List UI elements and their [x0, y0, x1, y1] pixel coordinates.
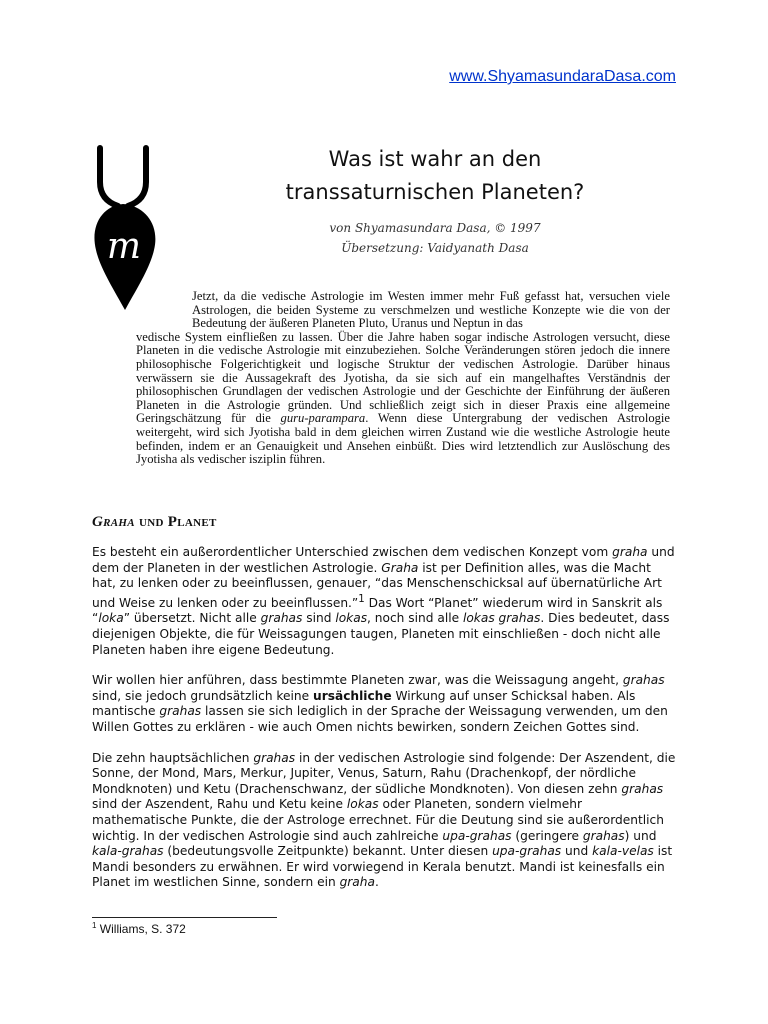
- intro-text-b: . Wenn diese Untergrabung der vedischen Astrologie weitergeht, wird sich Jyotisha bald in dem gleichen wirren Zustand wie die westliche Astrologie heute befinden, indem er an Genauigkeit und Ansehen einbüßt. Dies wird letztendlich zur Auslöschung des Jyotisha als vedischer isziplin führen.: [136, 411, 670, 467]
- heading-graha: Graha: [92, 514, 135, 530]
- title-line-1: Was ist wahr an den: [328, 147, 542, 171]
- text: (geringere: [511, 828, 583, 843]
- term: grahas: [159, 704, 202, 719]
- text: sind der Aszendent, Rahu und Ketu keine: [92, 797, 347, 812]
- text: und: [561, 844, 593, 859]
- term: grahas: [260, 611, 303, 626]
- text: Die zehn hauptsächlichen: [92, 750, 254, 765]
- text: (bedeutungsvolle Zeitpunkte) bekannt. Unter diesen: [163, 844, 493, 859]
- term: grahas: [253, 750, 296, 765]
- author-line: von Shyamasundara Dasa, © 1997: [329, 221, 541, 235]
- text: Es besteht ein außerordentlicher Unterschied zwischen dem vedischen Konzept vom: [92, 545, 613, 559]
- heading-rest: und Planet: [134, 514, 217, 530]
- footnote-text: Williams, S. 372: [96, 922, 186, 936]
- title-line-2: transsaturnischen Planeten?: [285, 180, 585, 204]
- footnote: [92, 921, 186, 936]
- text: ) und: [624, 828, 657, 843]
- term: kala-grahas: [92, 844, 164, 859]
- text: oder Planeten, sondern vielmehr mathematische Punkte, die der Astrologe errechnet. Für die Deutung sind sie außerordentlich wichtig. In der vedischen Astrologie sind auch zahlreiche: [92, 797, 664, 843]
- text: lassen sie sich lediglich in der Sprache der Weissagung verwenden, um den Willen Gottes zu erklären - wie auch Omen nichts bewirken, sondern Zeichen Gottes sind.: [92, 704, 668, 734]
- term: Graha: [381, 560, 419, 575]
- text: Wirkung auf unser Schicksal haben. Als mantische: [92, 688, 636, 719]
- term: lokas: [335, 611, 368, 626]
- text: ist per Definition alles, was die Macht hat, zu lenken oder zu beeinflussen, genauer, “das Menschenschicksal auf übernatürliche Art und Weise zu lenken oder zu beeinflussen.”: [92, 560, 662, 610]
- scorpio-glyph: m: [106, 226, 142, 267]
- footnote-number: 1: [92, 921, 97, 930]
- term: upa-grahas: [492, 844, 562, 859]
- document-title: [200, 143, 670, 209]
- text: , noch sind alle: [367, 611, 463, 626]
- term: grahas: [621, 781, 664, 796]
- term: grahas: [582, 828, 625, 843]
- text: ” übersetzt. Nicht alle: [123, 611, 261, 626]
- byline: [250, 218, 620, 258]
- intro-paragraph: [136, 290, 670, 467]
- intro-guru: guru-parampara: [280, 411, 366, 426]
- text: . Dies bedeutet, dass diejenigen Objekte, die für Weissagungen taugen, Planeten mit einschließen - doch nicht alle Planeten haben ihre eigene Bedeutung.: [92, 611, 670, 657]
- section-heading: [92, 514, 217, 531]
- website-link[interactable]: www.ShyamasundaraDasa.com: [449, 68, 676, 85]
- intro-text-main: [136, 331, 670, 467]
- text: sind: [302, 611, 336, 626]
- term: graha: [339, 875, 375, 890]
- term: kala-velas: [592, 844, 654, 859]
- footnote-divider: [92, 917, 277, 918]
- term: grahas: [622, 673, 665, 688]
- text: Das Wort “Planet” wiederum wird in Sanskrit als “: [92, 595, 663, 626]
- text: .: [374, 875, 379, 890]
- paragraph-3: [92, 751, 678, 891]
- paragraph-1: [92, 545, 678, 658]
- paragraph-2: [92, 673, 678, 735]
- intro-text-a: vedische System einfließen zu lassen. Über die Jahre haben sogar indische Astrologen versucht, diese Planeten in die vedische Astrologie mit einzubeziehen. Solche Veränderungen stören jedoch die innere philosophische Folgerichtigkeit und logische Struktur der vedischen Astrologie. Darüber hinaus verwässern sie die Aussagekraft des Jyotisha, da sie sich auf ein mangelhaftes Verständnis der philosophischen Grundlagen der vedischen Astrologie und der Geschichte der Einführung der äußeren Planeten in die Astrologie gründen. Und schließlich zeigt sich in dieser Praxis eine allgemeine Geringschätzung für die: [136, 329, 670, 426]
- term: graha: [612, 545, 648, 559]
- term: lokas: [346, 797, 379, 812]
- text: ist Mandi besonders zu erwähnen. Er wird vorwiegend in Kerala benutzt. Mandi ist keinesfalls ein Planet im westlichen Sinne, sondern ein: [92, 844, 673, 890]
- text: Wir wollen hier anführen, dass bestimmte Planeten zwar, was die Weissagung angeht,: [92, 673, 623, 688]
- term: lokas grahas: [462, 611, 541, 626]
- text: in der vedischen Astrologie sind folgende: Der Aszendent, die Sonne, der Mond, Mars, Merkur, Jupiter, Venus, Saturn, Rahu (Drachenkopf, der nördliche Mondknoten) und Ketu (Drachenschwanz, der südliche Mondknoten). Von diesen zehn: [92, 750, 676, 796]
- intro-text-top: Jetzt, da die vedische Astrologie im Westen immer mehr Fuß gefasst hat, versuchen viele Astrologen, die beiden Systeme zu verschmelzen und westliche Konzepte wie die von der Bedeutung der äußeren Planeten Pluto, Uranus und Neptun in das: [192, 289, 670, 331]
- translation-line: Übersetzung: Vaidyanath Dasa: [341, 241, 529, 255]
- text: sind, sie jedoch grundsätzlich keine: [92, 688, 314, 703]
- footnote-ref[interactable]: 1: [358, 593, 365, 605]
- emphasis: ursächliche: [313, 688, 392, 703]
- term: upa-grahas: [442, 828, 512, 843]
- body-text: [92, 545, 678, 906]
- text: und dem der Planeten in der westlichen Astrologie.: [92, 545, 675, 575]
- term: loka: [98, 611, 124, 626]
